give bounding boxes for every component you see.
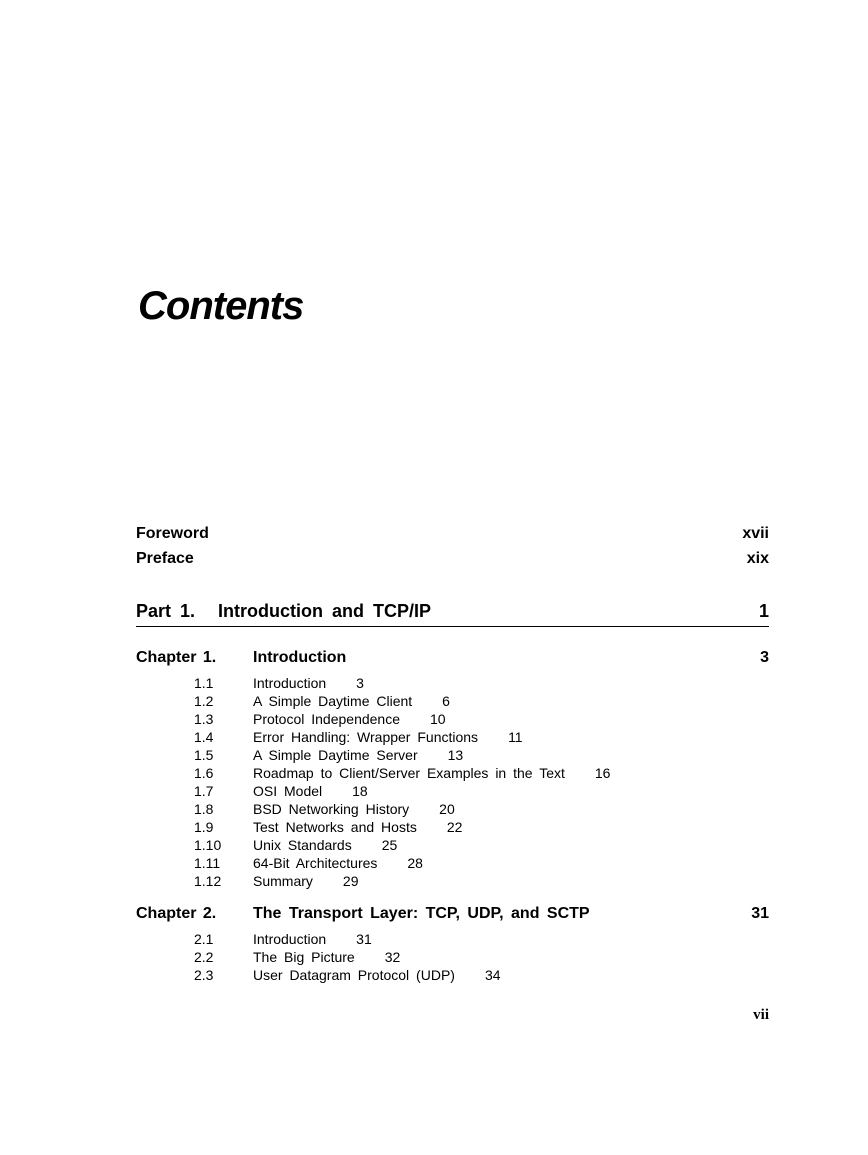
- section-entry[interactable]: [136, 764, 769, 782]
- section-entry-text: [253, 692, 450, 710]
- chapter-heading[interactable]: [136, 904, 769, 924]
- section-entry-text: [253, 854, 423, 872]
- section-page: 20: [439, 801, 455, 817]
- section-entry-text: [253, 800, 455, 818]
- chapter-heading[interactable]: [136, 648, 769, 668]
- page-title: Contents: [138, 284, 304, 328]
- section-number: 2.1: [194, 931, 214, 947]
- section-title: A Simple Daytime Server: [253, 747, 418, 763]
- section-number: 1.12: [194, 873, 222, 889]
- toc-entry-preface[interactable]: [136, 549, 769, 569]
- page-folio: vii: [753, 1007, 769, 1023]
- section-list: [136, 674, 769, 890]
- section-entry[interactable]: [136, 746, 769, 764]
- section-title: Unix Standards: [253, 837, 352, 853]
- section-title: Test Networks and Hosts: [253, 819, 417, 835]
- section-entry[interactable]: [136, 836, 769, 854]
- section-page: 10: [430, 711, 446, 727]
- section-entry[interactable]: [136, 818, 769, 836]
- section-page: 31: [356, 931, 372, 947]
- section-entry-text: [253, 836, 397, 854]
- section-page: 25: [381, 837, 398, 853]
- section-page: 18: [352, 783, 368, 799]
- section-entry-text: [253, 948, 400, 966]
- section-entry[interactable]: [136, 674, 769, 692]
- section-entry-text: [253, 674, 364, 692]
- section-entry[interactable]: [136, 728, 769, 746]
- section-entry-text: [253, 782, 368, 800]
- section-title: Error Handling: Wrapper Functions: [253, 729, 479, 745]
- section-page: 28: [407, 855, 423, 871]
- chapter-page: 31: [751, 905, 769, 922]
- section-number: 1.11: [194, 855, 221, 871]
- section-title: User Datagram Protocol (UDP): [253, 967, 455, 983]
- toc-chapter-2: [136, 904, 769, 984]
- section-number: 1.5: [194, 747, 214, 763]
- section-page: 22: [446, 819, 463, 835]
- section-title: Introduction: [253, 931, 327, 947]
- section-entry-text: [253, 728, 523, 746]
- section-number: 1.1: [194, 675, 214, 691]
- chapter-page: 3: [760, 649, 769, 666]
- section-title: The Big Picture: [253, 949, 355, 965]
- section-page: 3: [356, 675, 364, 691]
- section-entry[interactable]: [136, 782, 769, 800]
- section-number: 1.9: [194, 819, 214, 835]
- section-number: 2.2: [194, 949, 214, 965]
- section-title: Summary: [253, 873, 313, 889]
- section-entry-text: [253, 764, 610, 782]
- section-number: 1.7: [194, 783, 214, 799]
- section-entry-text: [253, 746, 463, 764]
- section-entry[interactable]: [136, 948, 769, 966]
- chapter-label: Chapter 1.: [136, 649, 217, 666]
- foreword-label: Foreword: [136, 525, 209, 542]
- section-page: 29: [342, 873, 359, 889]
- section-entry[interactable]: [136, 966, 769, 984]
- section-title: Roadmap to Client/Server Examples in the Text: [253, 765, 565, 781]
- preface-label: Preface: [136, 550, 194, 567]
- section-title: A Simple Daytime Client: [253, 693, 413, 709]
- chapter-title: Introduction: [253, 649, 347, 666]
- section-number: 1.6: [194, 765, 214, 781]
- part-page: 1: [758, 601, 769, 621]
- section-number: 1.4: [194, 729, 214, 745]
- section-title: OSI Model: [253, 783, 323, 799]
- section-entry[interactable]: [136, 800, 769, 818]
- section-entry[interactable]: [136, 872, 769, 890]
- toc-entry-foreword[interactable]: [136, 524, 769, 544]
- section-number: 2.3: [194, 967, 214, 983]
- section-entry[interactable]: [136, 854, 769, 872]
- section-entry-text: [253, 710, 446, 728]
- section-entry-text: [253, 818, 462, 836]
- chapter-title: The Transport Layer: TCP, UDP, and SCTP: [253, 905, 590, 922]
- section-list: [136, 930, 769, 984]
- section-entry[interactable]: [136, 710, 769, 728]
- foreword-page: xvii: [742, 525, 769, 542]
- section-number: 1.2: [194, 693, 214, 709]
- toc-chapter-1: [136, 648, 769, 890]
- section-page: 16: [594, 765, 611, 781]
- section-page: 32: [384, 949, 401, 965]
- preface-page: xix: [746, 550, 769, 567]
- section-entry-text: [253, 930, 372, 948]
- toc-part-1[interactable]: [136, 600, 769, 627]
- part-title: Introduction and TCP/IP: [218, 601, 431, 621]
- section-title: 64-Bit Architectures: [253, 855, 378, 871]
- section-page: 34: [484, 967, 501, 983]
- section-entry-text: [253, 966, 501, 984]
- section-page: 6: [442, 693, 450, 709]
- section-number: 1.10: [194, 837, 222, 853]
- section-number: 1.8: [194, 801, 214, 817]
- chapter-label: Chapter 2.: [136, 905, 217, 922]
- section-entry[interactable]: [136, 930, 769, 948]
- section-entry[interactable]: [136, 692, 769, 710]
- section-title: BSD Networking History: [253, 801, 410, 817]
- section-entry-text: [253, 872, 358, 890]
- part-label: Part 1.: [136, 601, 196, 621]
- section-title: Protocol Independence: [253, 711, 400, 727]
- section-page: 13: [447, 747, 464, 763]
- section-number: 1.3: [194, 711, 214, 727]
- section-title: Introduction: [253, 675, 327, 691]
- section-page: 11: [508, 729, 523, 745]
